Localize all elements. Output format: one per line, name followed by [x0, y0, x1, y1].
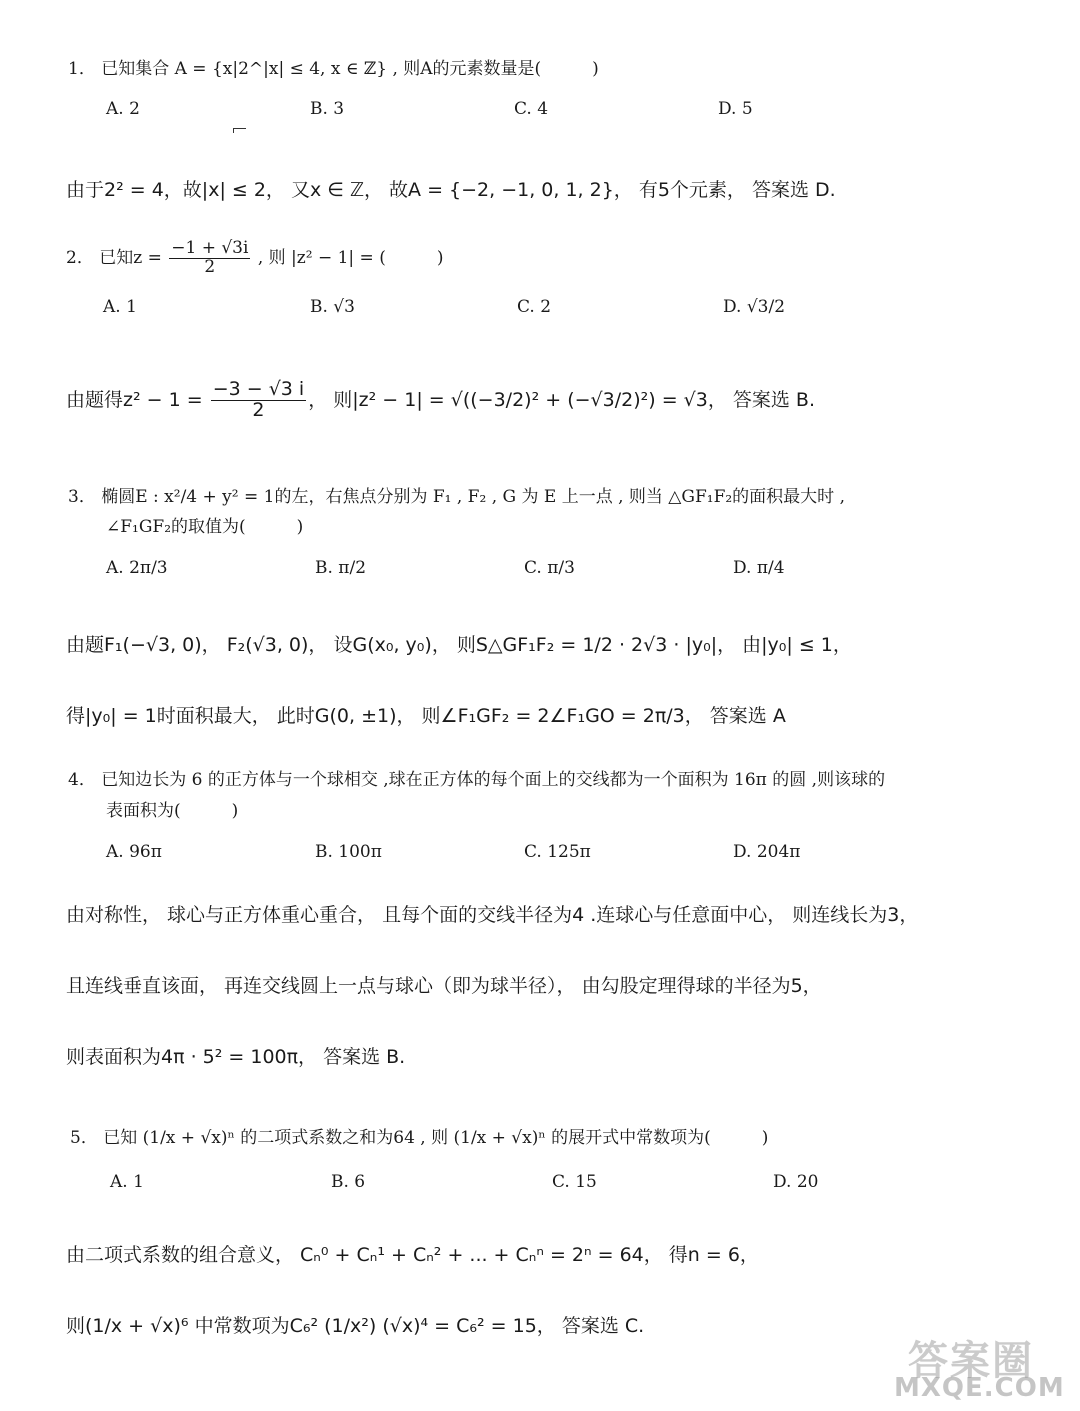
- problem-3-solution-line-2: 得|y₀| = 1时面积最大， 此时G(0, ±1)， 则∠F₁GF₂ = 2∠F₁GO = 2π/3， 答案选 A: [66, 705, 786, 727]
- problem-2-solution-rest: ， 则|z² − 1| = √((−3/2)² + (−√3/2)²) = √3， 答案选 B.: [308, 388, 816, 411]
- problem-2-stem-post: , 则 |z² − 1| = ( ): [252, 247, 444, 268]
- fraction-denominator: 2: [204, 256, 216, 277]
- watermark-logo-text: 答案圈: [908, 1338, 1034, 1384]
- problem-2-option-c: C. 2: [517, 297, 552, 317]
- problem-2-solution-fraction: [211, 380, 307, 421]
- problem-4-option-d: D. 204π: [733, 842, 801, 862]
- problem-1-solution: 由于2² = 4，故|x| ≤ 2， 又x ∈ ℤ， 故A = {−2, −1, 0, 1, 2}， 有5个元素， 答案选 D.: [66, 179, 836, 201]
- problem-2-option-d: D. √3/2: [723, 297, 786, 317]
- problem-3-option-b: B. π/2: [315, 558, 367, 578]
- problem-5-option-c: C. 15: [552, 1172, 597, 1192]
- problem-3-option-a: A. 2π/3: [106, 558, 168, 578]
- problem-5-stem: 5． 已知 (1/x + √x)ⁿ 的二项式系数之和为64 , 则 (1/x + √x)ⁿ 的展开式中常数项为( ): [70, 1128, 769, 1148]
- problem-1-option-b: B. 3: [310, 99, 345, 119]
- fraction-denominator: 2: [252, 398, 265, 421]
- problem-2-solution: [66, 380, 815, 421]
- problem-4-option-b: B. 100π: [315, 842, 382, 862]
- problem-2-option-a: A. 1: [103, 297, 137, 317]
- problem-4-option-c: C. 125π: [524, 842, 591, 862]
- watermark-domain: MXQE.COM: [894, 1373, 1065, 1403]
- stray-mark: [233, 128, 246, 133]
- problem-4-solution-line-2: 且连线垂直该面， 再连交线圆上一点与球心（即为球半径）， 由勾股定理得球的半径为5，: [66, 975, 822, 997]
- problem-4-stem-line-2: 表面积为( ): [106, 801, 239, 821]
- problem-2-stem: [66, 240, 443, 277]
- problem-5-option-a: A. 1: [110, 1172, 144, 1192]
- problem-4-solution-line-3: 则表面积为4π · 5² = 100π， 答案选 B.: [66, 1046, 406, 1068]
- problem-2-solution-pre: 由题得z² − 1 =: [66, 388, 209, 411]
- problem-1-option-c: C. 4: [514, 99, 549, 119]
- problem-2-stem-fraction: [169, 240, 250, 277]
- site-watermark: [886, 1333, 1066, 1403]
- problem-5-solution-line-1: 由二项式系数的组合意义， Cₙ⁰ + Cₙ¹ + Cₙ² + ... + Cₙⁿ = 2ⁿ = 64， 得n = 6，: [66, 1244, 759, 1266]
- problem-5-solution-line-2: 则(1/x + √x)⁶ 中常数项为C₆² (1/x²) (√x)⁴ = C₆² = 15， 答案选 C.: [66, 1315, 645, 1337]
- problem-3-stem-line-1: 3． 椭圆E : x²/4 + y² = 1的左，右焦点分别为 F₁ , F₂ , G 为 E 上一点 , 则当 △GF₁F₂的面积最大时 ,: [68, 487, 845, 507]
- problem-1-stem: 1． 已知集合 A = {x|2^|x| ≤ 4, x ∈ ℤ} , 则A的元素数量是( ): [68, 59, 599, 79]
- problem-5-option-b: B. 6: [331, 1172, 366, 1192]
- problem-2-stem-pre: 2． 已知z =: [66, 247, 168, 268]
- problem-4-stem-line-1: 4． 已知边长为 6 的正方体与一个球相交 ,球在正方体的每个面上的交线都为一个面积为 16π 的圆 ,则该球的: [68, 770, 886, 790]
- problem-2-option-b: B. √3: [310, 297, 355, 317]
- problem-3-stem-line-2: ∠F₁GF₂的取值为( ): [106, 517, 304, 537]
- problem-3-option-d: D. π/4: [733, 558, 785, 578]
- problem-3-solution-line-1: 由题F₁(−√3, 0)， F₂(√3, 0)， 设G(x₀, y₀)， 则S△GF₁F₂ = 1/2 · 2√3 · |y₀|， 由|y₀| ≤ 1，: [66, 634, 852, 656]
- problem-1-option-d: D. 5: [718, 99, 753, 119]
- problem-3-option-c: C. π/3: [524, 558, 575, 578]
- problem-4-solution-line-1: 由对称性， 球心与正方体重心重合， 且每个面的交线半径为4 .连球心与任意面中心， 则连线长为3，: [66, 904, 919, 926]
- problem-5-option-d: D. 20: [773, 1172, 819, 1192]
- problem-1-option-a: A. 2: [106, 99, 140, 119]
- problem-4-option-a: A. 96π: [106, 842, 162, 862]
- fraction-numerator: −1 + √3i: [171, 238, 249, 258]
- fraction-numerator: −3 − √3 i: [212, 378, 305, 400]
